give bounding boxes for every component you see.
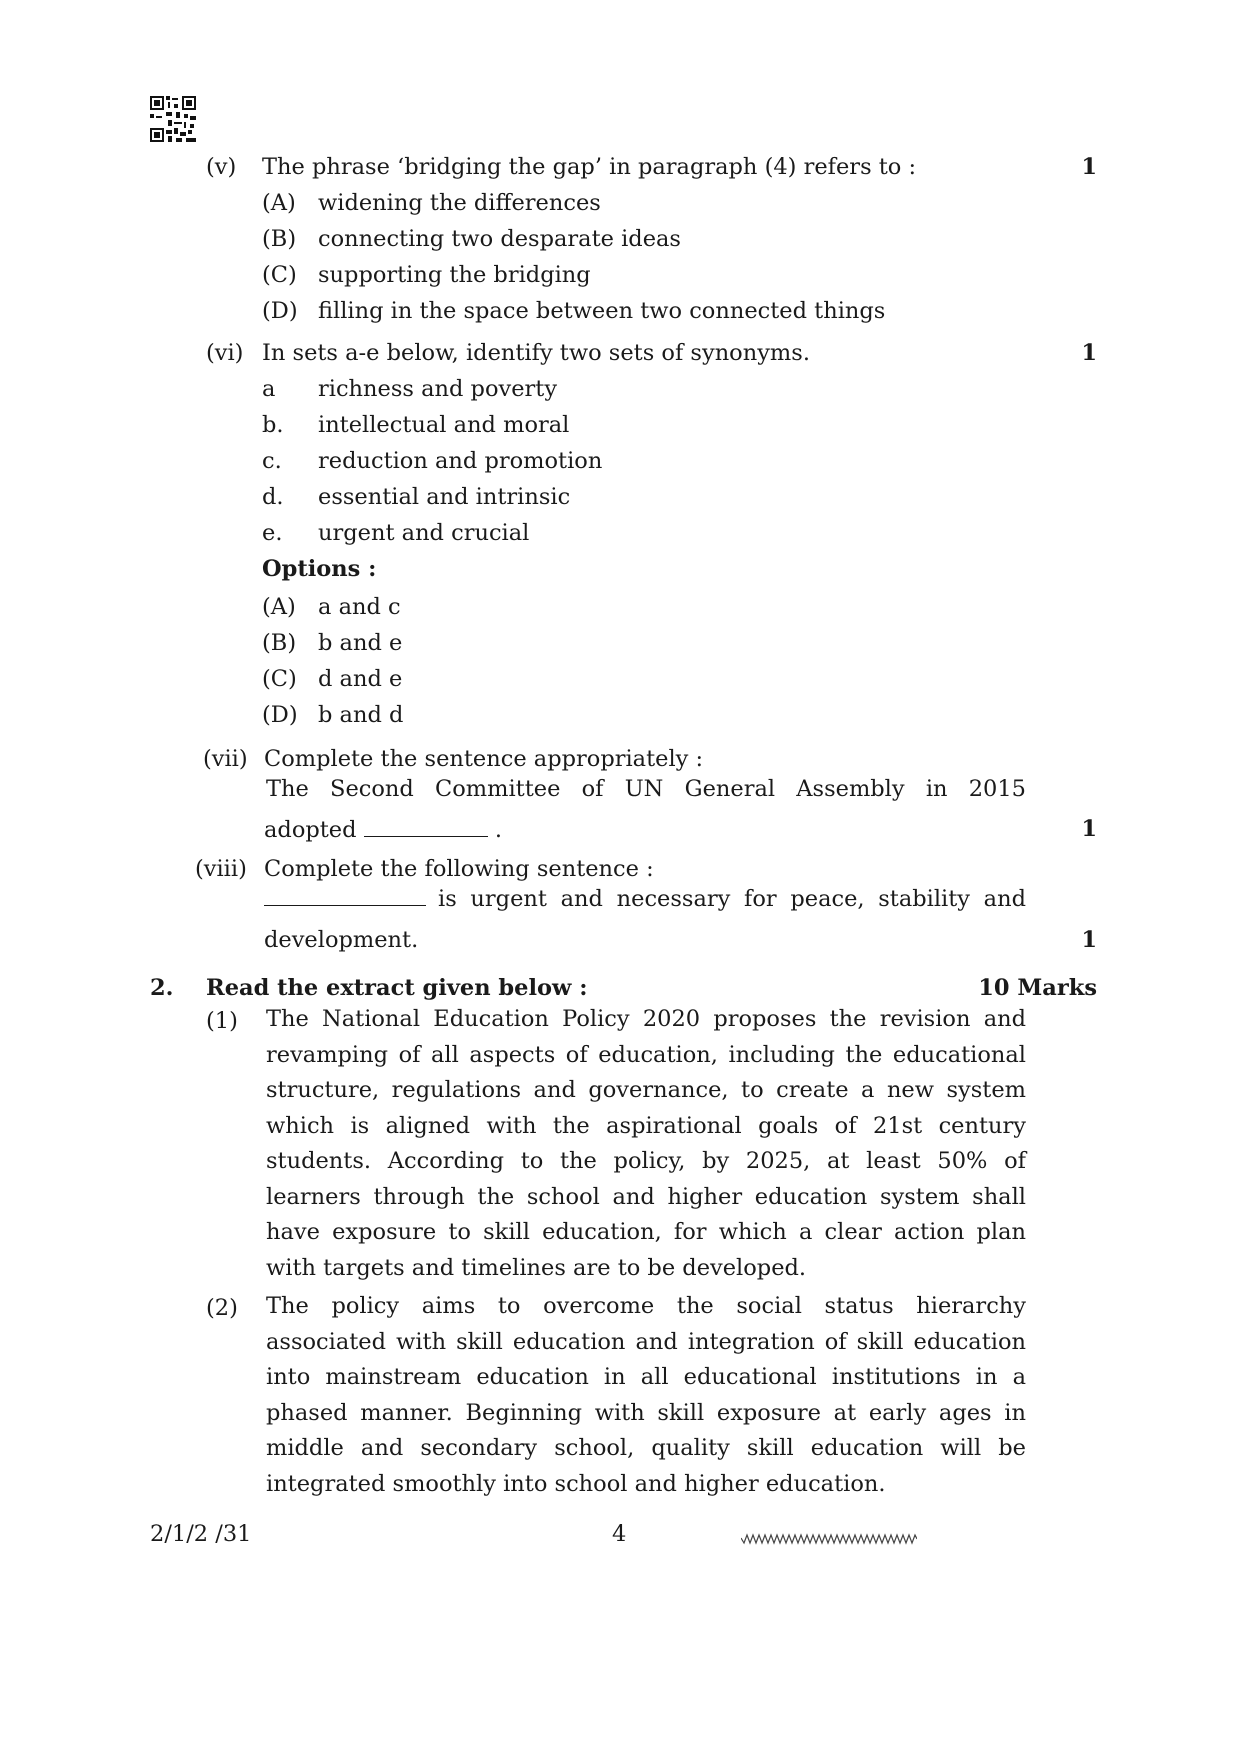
option-text: b and d [318, 702, 404, 728]
option-label: (B) [262, 630, 297, 656]
paragraph-number: (1) [206, 1008, 238, 1034]
set-label: e. [262, 520, 283, 546]
section-marks: 10 Marks [978, 975, 1097, 1001]
option-text: a and c [318, 594, 401, 620]
set-text: reduction and promotion [318, 448, 603, 474]
question-text: In sets a-e below, identify two sets of synonyms. [262, 340, 810, 366]
option-label: (A) [262, 594, 296, 620]
question-text: The phrase ‘bridging the gap’ in paragraph (4) refers to : [262, 154, 917, 180]
set-text: essential and intrinsic [318, 484, 571, 510]
qr-code-icon [150, 96, 196, 142]
option-label: (C) [262, 262, 297, 288]
sentence-text: development. [264, 927, 419, 953]
set-label: c. [262, 448, 282, 474]
paragraph-line: learners through the school and higher education system shall [266, 1183, 1026, 1210]
option-text: supporting the bridging [318, 262, 591, 288]
option-label: (B) [262, 226, 297, 252]
sentence-punct: . [494, 817, 502, 843]
paragraph-line: with targets and timelines are to be developed. [266, 1254, 807, 1281]
option-text: b and e [318, 630, 403, 656]
question-sentence [264, 882, 1026, 918]
paragraph-line: have exposure to skill education, for which a clear action plan [266, 1219, 1026, 1245]
question-marks: 1 [1081, 154, 1097, 180]
question-text: Complete the sentence appropriately : [264, 746, 704, 772]
set-label: a [262, 376, 276, 402]
paragraph-line: into mainstream education in all educational institutions in a [266, 1364, 1026, 1390]
question-number: (vi) [206, 340, 244, 366]
paragraph-line: students. According to the policy, by 2025, at least 50% of [266, 1148, 1026, 1174]
question-number: (viii) [195, 856, 247, 882]
paragraph-number: (2) [206, 1295, 238, 1321]
paragraph-line: associated with skill education and integration of skill education [266, 1328, 1026, 1355]
paragraph-line: revamping of all aspects of education, including the educational [266, 1041, 1026, 1068]
paragraph-line: integrated smoothly into school and higher education. [266, 1470, 886, 1497]
question-number: 2. [150, 975, 174, 1001]
paragraph-line: phased manner. Beginning with skill exposure at early ages in [266, 1399, 1026, 1426]
answer-blank [264, 887, 426, 906]
paragraph-line: which is aligned with the aspirational goals of 21st century [266, 1112, 1026, 1139]
set-label: b. [262, 412, 284, 438]
question-number: (vii) [203, 746, 248, 772]
paragraph-line: structure, regulations and governance, to create a new system [266, 1077, 1026, 1103]
option-label: (D) [262, 298, 298, 324]
set-label: d. [262, 484, 284, 510]
sentence-text: is urgent and necessary for peace, stability and [438, 886, 1026, 912]
option-text: widening the differences [318, 190, 601, 216]
set-text: intellectual and moral [318, 412, 570, 438]
question-sentence-end [264, 818, 502, 842]
option-text: filling in the space between two connected things [318, 298, 886, 324]
paper-code: 2/1/2 /31 [150, 1521, 252, 1547]
page-number: 4 [612, 1521, 627, 1547]
question-marks: 1 [1081, 927, 1097, 953]
option-label: (C) [262, 666, 297, 692]
squiggle-mark-icon [741, 1530, 917, 1546]
paragraph-line: The National Education Policy 2020 proposes the revision and [266, 1006, 1026, 1032]
answer-blank [364, 818, 488, 837]
option-text: d and e [318, 666, 403, 692]
sentence-text: adopted [264, 817, 357, 843]
section-heading: Read the extract given below : [206, 975, 588, 1001]
question-marks: 1 [1081, 816, 1097, 842]
option-text: connecting two desparate ideas [318, 226, 681, 252]
question-sentence: The Second Committee of UN General Assembly in 2015 [266, 776, 1026, 802]
option-label: (D) [262, 702, 298, 728]
question-text: Complete the following sentence : [264, 856, 654, 882]
paragraph-line: middle and secondary school, quality skill education will be [266, 1435, 1026, 1461]
options-heading: Options : [262, 556, 377, 582]
question-number: (v) [206, 154, 237, 180]
paragraph-line: The policy aims to overcome the social status hierarchy [266, 1293, 1026, 1319]
question-marks: 1 [1081, 340, 1097, 366]
set-text: urgent and crucial [318, 520, 530, 546]
set-text: richness and poverty [318, 376, 558, 402]
option-label: (A) [262, 190, 296, 216]
